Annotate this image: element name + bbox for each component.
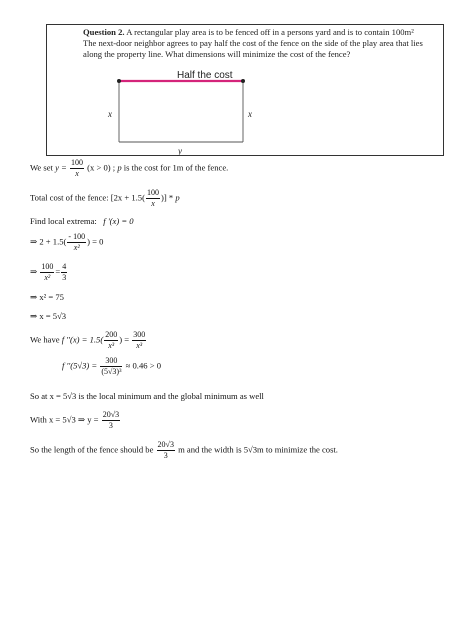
l5-fraction-left: $\frac{100}{\text{x²}}$	[41, 262, 54, 282]
l1-text-e: is the cost for 1m of the fence.	[123, 162, 229, 173]
corner-dot-left	[117, 79, 121, 83]
solution-line-2	[30, 188, 180, 209]
solution-line-1	[30, 158, 228, 179]
l8-text-a: We have	[30, 334, 60, 345]
l4-fraction: $\frac{- 100}{\text{x²}}$	[68, 232, 86, 252]
l1-text-c: (x > 0) ;	[87, 162, 116, 173]
l3-text-b: f '(x) = 0	[103, 216, 134, 226]
l5-equals: =	[55, 266, 61, 277]
solution-line-12	[30, 440, 338, 461]
l12-text-b: m and the width is 5√3m to minimize the cost.	[178, 444, 338, 455]
l8-text-c: ) =	[119, 334, 130, 345]
l11-text-a: With x = 5√3 ⇒ y =	[30, 414, 99, 425]
l2-fraction: $\frac{100}{x}$	[146, 188, 159, 208]
solution-line-11	[30, 410, 121, 431]
l12-text-a: So the length of the fence should be	[30, 444, 154, 455]
l1-text-d: p	[117, 162, 122, 173]
l2-text-a: Total cost of the fence: [2x + 1.5(	[30, 192, 145, 203]
solution-line-3	[30, 216, 134, 226]
l2-text-c: p	[175, 192, 180, 203]
question-body: A rectangular play area is to be fenced off in a persons yard and is to contain 100m² The next-door neighbor agrees to pay half the cost of the fence on the side of the play area that lies along the property line. What dimensions will minimize the cost of the fence?	[83, 27, 423, 60]
l11-fraction: $\frac{20√3}{3}$	[102, 410, 120, 430]
l9-text-b: ≈ 0.46 > 0	[125, 360, 161, 371]
l1-text-b: y =	[55, 162, 67, 173]
diagram-left-label: x	[108, 109, 112, 119]
l8-fraction-left: $\frac{200}{\text{x³}}$	[105, 330, 118, 350]
corner-dot-right	[241, 79, 245, 83]
diagram-right-label: x	[248, 109, 252, 119]
solution-line-8	[30, 330, 147, 351]
solution-line-10: So at x = 5√3 is the local minimum and the global minimum as well	[30, 391, 264, 401]
l1-fraction: $\frac{100}{x}$	[71, 158, 84, 178]
diagram-bottom-label: y	[178, 146, 182, 156]
fence-diagram	[47, 25, 445, 157]
solution-line-4	[30, 232, 103, 253]
l8-text-b: f ''(x) = 1.5(	[61, 334, 104, 345]
l1-text-a: We set	[30, 162, 53, 173]
question-label: Question 2.	[83, 27, 125, 37]
l9-text-a: f ''(5√3) =	[62, 360, 98, 371]
l3-text-a: Find local extrema:	[30, 216, 97, 226]
l8-fraction-right: $\frac{300}{\text{x³}}$	[133, 330, 146, 350]
solution-line-7: ⇒ x = 5√3	[30, 311, 67, 321]
diagram-top-label: Half the cost	[177, 70, 233, 81]
solution-line-6: ⇒ x² = 75	[30, 292, 64, 302]
l5-fraction-right: $\frac{4}{3}$	[62, 262, 67, 282]
solution-line-9	[62, 356, 161, 377]
solution-line-5	[30, 262, 68, 283]
l9-fraction: $\frac{300}{\text{(5√3)³}}$	[101, 356, 122, 376]
question-box	[46, 24, 444, 156]
l5-text-a: ⇒	[30, 266, 38, 277]
l4-text-a: ⇒ 2 + 1.5(	[30, 236, 67, 247]
l2-text-b: )] *	[160, 192, 174, 203]
l12-fraction: $\frac{20√3}{3}$	[157, 440, 174, 460]
l4-text-b: ) = 0	[87, 236, 104, 247]
